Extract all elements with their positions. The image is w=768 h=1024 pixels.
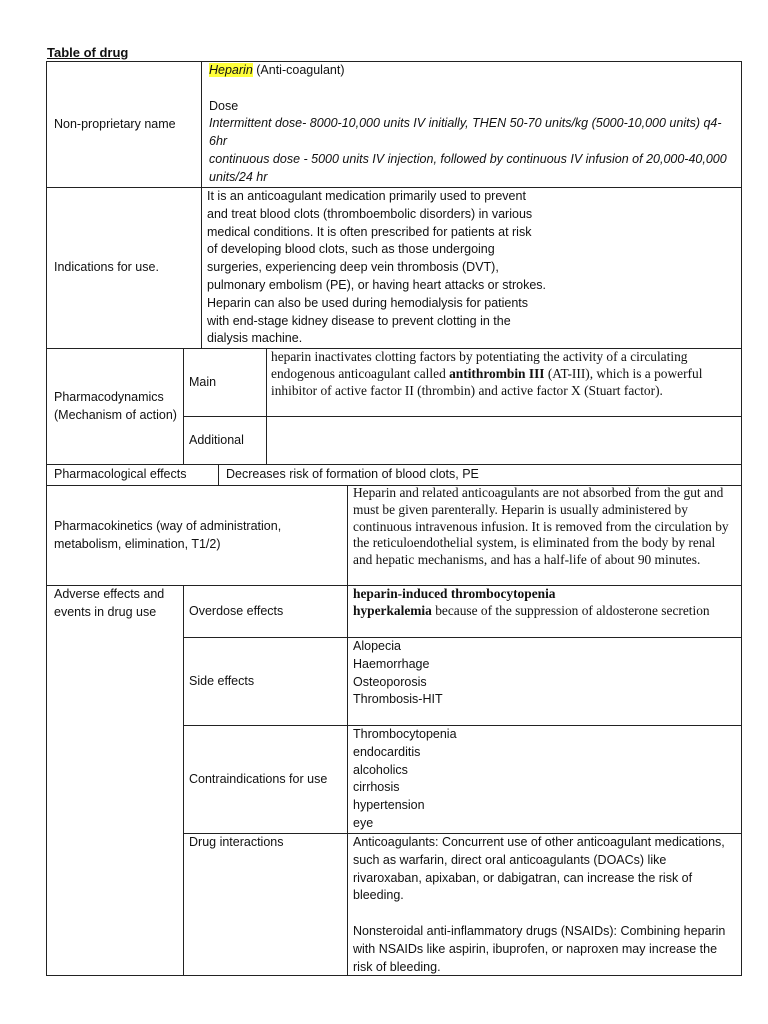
adverse-label: Adverse effects and events in drug use bbox=[54, 587, 165, 619]
list-item: alcoholics bbox=[353, 762, 408, 777]
overdose-hit: heparin-induced thrombocytopenia bbox=[353, 586, 556, 601]
indications-text bbox=[207, 188, 737, 348]
main-label: Main bbox=[189, 374, 217, 389]
indication-line: with end-stage kidney disease to prevent clotting in the bbox=[207, 313, 511, 328]
pharmacodynamics-label: Pharmacodynamics (Mechanism of action) bbox=[54, 389, 177, 422]
indication-line: It is an anticoagulant medication primarily used to prevent bbox=[207, 189, 526, 203]
drug-name: Heparin bbox=[209, 63, 253, 77]
page-title: Table of drug bbox=[47, 45, 129, 60]
list-item: Osteoporosis bbox=[353, 674, 427, 689]
effects-value: Decreases risk of formation of blood clots, PE bbox=[226, 467, 479, 482]
list-item: hypertension bbox=[353, 798, 425, 813]
interaction-nsaids: Nonsteroidal anti-inflammatory drugs (NSAIDs): Combining heparin with NSAIDs like aspirin, ibuprofen, or naproxen may increase the risk of bleeding. bbox=[353, 923, 726, 974]
name-value bbox=[209, 62, 737, 187]
pharmacokinetics-text: Heparin and related anticoagulants are not absorbed from the gut and must be given parenterally. Heparin is usually administered by continuous intravenous infusion. It is removed from the circulation by the reticuloendothelial system, is eliminated from the body by renal and hepatic mechanisms, and has a half-life of about 90 minutes. bbox=[353, 485, 729, 568]
mechanism-text: heparin inactivates clotting factors by potentiating the activity of a circulating endogenous anticoagulant called antithrombin III (AT-III), which is a powerful inhibitor of active factor II (thrombin) and active factor X (Stuart factor). bbox=[271, 349, 703, 398]
contraindications-label: Contraindications for use bbox=[189, 771, 328, 786]
continuous-dose: continuous dose - 5000 units IV injection, followed by continuous IV infusion of 20,000-40,000 units/24 hr bbox=[209, 151, 727, 184]
pharmacokinetics-label: Pharmacokinetics (way of administration, metabolism, elimination, T1/2) bbox=[54, 518, 282, 551]
overdose-label: Overdose effects bbox=[189, 603, 284, 618]
effects-label: Pharmacological effects bbox=[54, 467, 187, 482]
indication-line: Heparin can also be used during hemodialysis for patients bbox=[207, 295, 529, 310]
additional-label: Additional bbox=[189, 432, 244, 447]
drug-class: (Anti-coagulant) bbox=[252, 63, 345, 77]
indications-label: Indications for use. bbox=[54, 260, 159, 275]
side-effects-label: Side effects bbox=[189, 673, 255, 688]
list-item: Alopecia bbox=[353, 639, 401, 653]
list-item: Thrombocytopenia bbox=[353, 727, 457, 741]
indication-line: pulmonary embolism (PE), or having heart attacks or strokes. bbox=[207, 277, 547, 292]
list-item: endocarditis bbox=[353, 744, 421, 759]
list-item: Thrombosis-HIT bbox=[353, 692, 443, 707]
list-item: cirrhosis bbox=[353, 780, 400, 795]
indication-line: medical conditions. It is often prescribed for patients at risk bbox=[207, 224, 532, 239]
dose-label: Dose bbox=[209, 98, 239, 113]
side-effects-list bbox=[353, 638, 737, 709]
interactions-text bbox=[353, 834, 737, 976]
overdose-text: heparin-induced thrombocytopenia hyperkalemia because of the suppression of aldosterone secretion bbox=[353, 586, 737, 620]
antithrombin-term: antithrombin III bbox=[449, 365, 545, 381]
indication-line: of developing blood clots, such as those undergoing bbox=[207, 242, 495, 257]
overdose-hyperkalemia: hyperkalemia bbox=[353, 602, 432, 618]
indication-line: surgeries, experiencing deep vein thrombosis (DVT), bbox=[207, 260, 499, 275]
list-item: Haemorrhage bbox=[353, 656, 430, 671]
list-item: eye bbox=[353, 815, 374, 830]
indication-line: and treat blood clots (thromboembolic disorders) in various bbox=[207, 206, 533, 221]
intermittent-dose: Intermittent dose- 8000-10,000 units IV initially, THEN 50-70 units/kg (5000-10,000 units) q4-6hr bbox=[209, 116, 722, 149]
name-label: Non-proprietary name bbox=[54, 116, 176, 131]
interaction-anticoagulants: Anticoagulants: Concurrent use of other anticoagulant medications, such as warfarin, direct oral anticoagulants (DOACs) like rivaroxaban, apixaban, or dabigatran, can increase the risk of bleeding. bbox=[353, 835, 725, 903]
interactions-label: Drug interactions bbox=[189, 835, 284, 849]
contraindications-list bbox=[353, 726, 737, 833]
indication-line: dialysis machine. bbox=[207, 331, 303, 346]
